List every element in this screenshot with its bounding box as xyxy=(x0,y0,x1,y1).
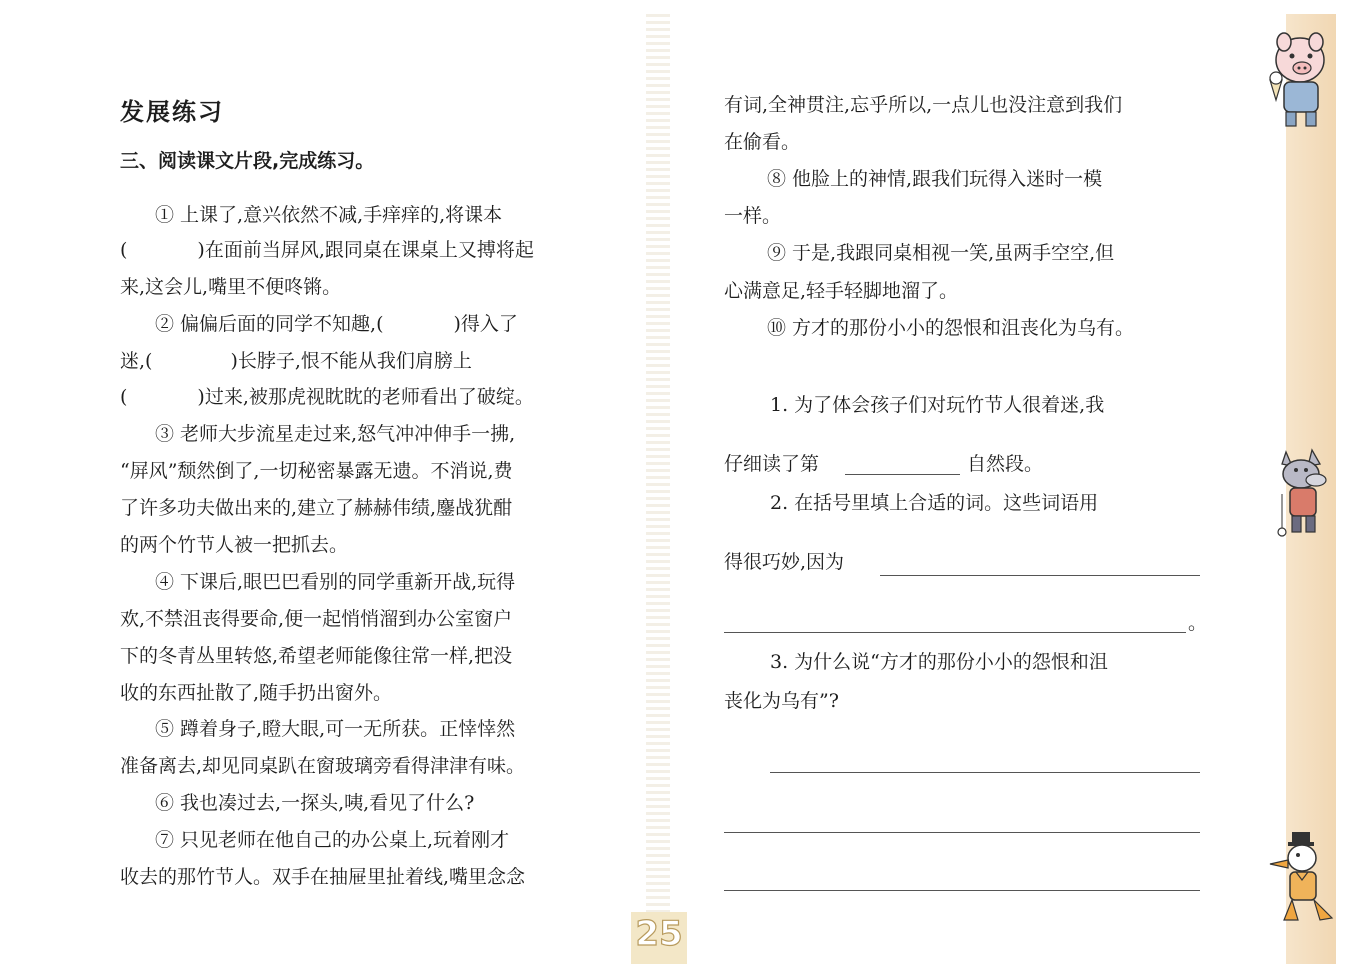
passage-line: ③ 老师大步流星走过来,怒气冲冲伸手一拂, xyxy=(155,423,516,445)
page-gutter xyxy=(646,14,670,954)
passage-line: ⑤ 蹲着身子,瞪大眼,可一无所获。正悻悻然 xyxy=(155,718,516,740)
passage-line: 来,这会儿,嘴里不便咚锵。 xyxy=(120,276,342,298)
passage-line: ( )在面前当屏风,跟同桌在课桌上又搏将起 xyxy=(120,239,534,261)
passage-line: ② 偏偏后面的同学不知趣,( )得入了 xyxy=(155,313,518,335)
answer-line[interactable] xyxy=(845,474,960,475)
passage-line: 心满意足,轻手轻脚地溜了。 xyxy=(724,280,959,302)
passage-line: ⑦ 只见老师在他自己的办公桌上,玩着刚才 xyxy=(155,829,510,851)
passage-line: 了许多功夫做出来的,建立了赫赫伟绩,鏖战犹酣 xyxy=(120,497,513,519)
passage-line: 有词,全神贯注,忘乎所以,一点儿也没注意到我们 xyxy=(724,94,1123,116)
passage-line: 准备离去,却见同桌趴在窗玻璃旁看得津津有味。 xyxy=(120,755,526,777)
passage-line: ⑥ 我也凑过去,一探头,咦,看见了什么? xyxy=(155,792,475,814)
answer-line[interactable] xyxy=(724,832,1200,833)
answer-line[interactable] xyxy=(770,772,1200,773)
passage-line: 收的东西扯散了,随手扔出窗外。 xyxy=(120,682,393,704)
passage-line: “屏风”颓然倒了,一切秘密暴露无遗。不消说,费 xyxy=(120,460,513,482)
passage-line: 迷,( )长脖子,恨不能从我们肩膀上 xyxy=(120,350,472,372)
passage-line: 下的冬青丛里转悠,希望老师能像往常一样,把没 xyxy=(120,645,513,667)
passage-line: 欢,不禁沮丧得要命,便一起悄悄溜到办公室窗户 xyxy=(120,608,513,630)
passage-line: 在偷看。 xyxy=(724,131,801,153)
passage-line: ④ 下课后,眼巴巴看别的同学重新开战,玩得 xyxy=(155,571,516,593)
pig-mascot-icon xyxy=(1262,30,1338,130)
page-number: 25 xyxy=(635,914,683,954)
question-3-text: 丧化为乌有”? xyxy=(724,690,839,712)
passage-line: ⑨ 于是,我跟同桌相视一笑,虽两手空空,但 xyxy=(767,242,1115,264)
passage-line: 的两个竹节人被一把抓去。 xyxy=(120,534,349,556)
question-1-text: 1. 为了体会孩子们对玩竹节人很着迷,我 xyxy=(770,394,1105,416)
passage-line: ( )过来,被那虎视眈眈的老师看出了破绽。 xyxy=(120,386,534,408)
page-heading: 发展练习 xyxy=(120,98,224,126)
answer-line[interactable] xyxy=(724,632,1186,633)
passage-line: ① 上课了,意兴依然不减,手痒痒的,将课本 xyxy=(155,204,503,226)
passage-line: ⑧ 他脸上的神情,跟我们玩得入迷时一模 xyxy=(767,168,1103,190)
passage-line: 一样。 xyxy=(724,205,782,227)
answer-line[interactable] xyxy=(880,575,1200,576)
question-3-text: 3. 为什么说“方才的那份小小的怨恨和沮 xyxy=(770,651,1108,673)
question-2-text: 2. 在括号里填上合适的词。这些词语用 xyxy=(770,492,1099,514)
answer-line[interactable] xyxy=(724,890,1200,891)
question-2-period: 。 xyxy=(1188,612,1208,634)
passage-line: 收去的那竹节人。双手在抽屉里扯着线,嘴里念念 xyxy=(120,866,526,888)
question-1-text: 自然段。 xyxy=(967,453,1044,475)
wolf-mascot-icon xyxy=(1268,442,1338,542)
question-2-text: 得很巧妙,因为 xyxy=(724,551,845,573)
question-1-text: 仔细读了第 xyxy=(724,453,820,475)
section-title: 三、阅读课文片段,完成练习。 xyxy=(120,150,375,172)
duck-mascot-icon xyxy=(1262,828,1338,928)
passage-line: ⑩ 方才的那份小小的怨恨和沮丧化为乌有。 xyxy=(767,317,1135,339)
